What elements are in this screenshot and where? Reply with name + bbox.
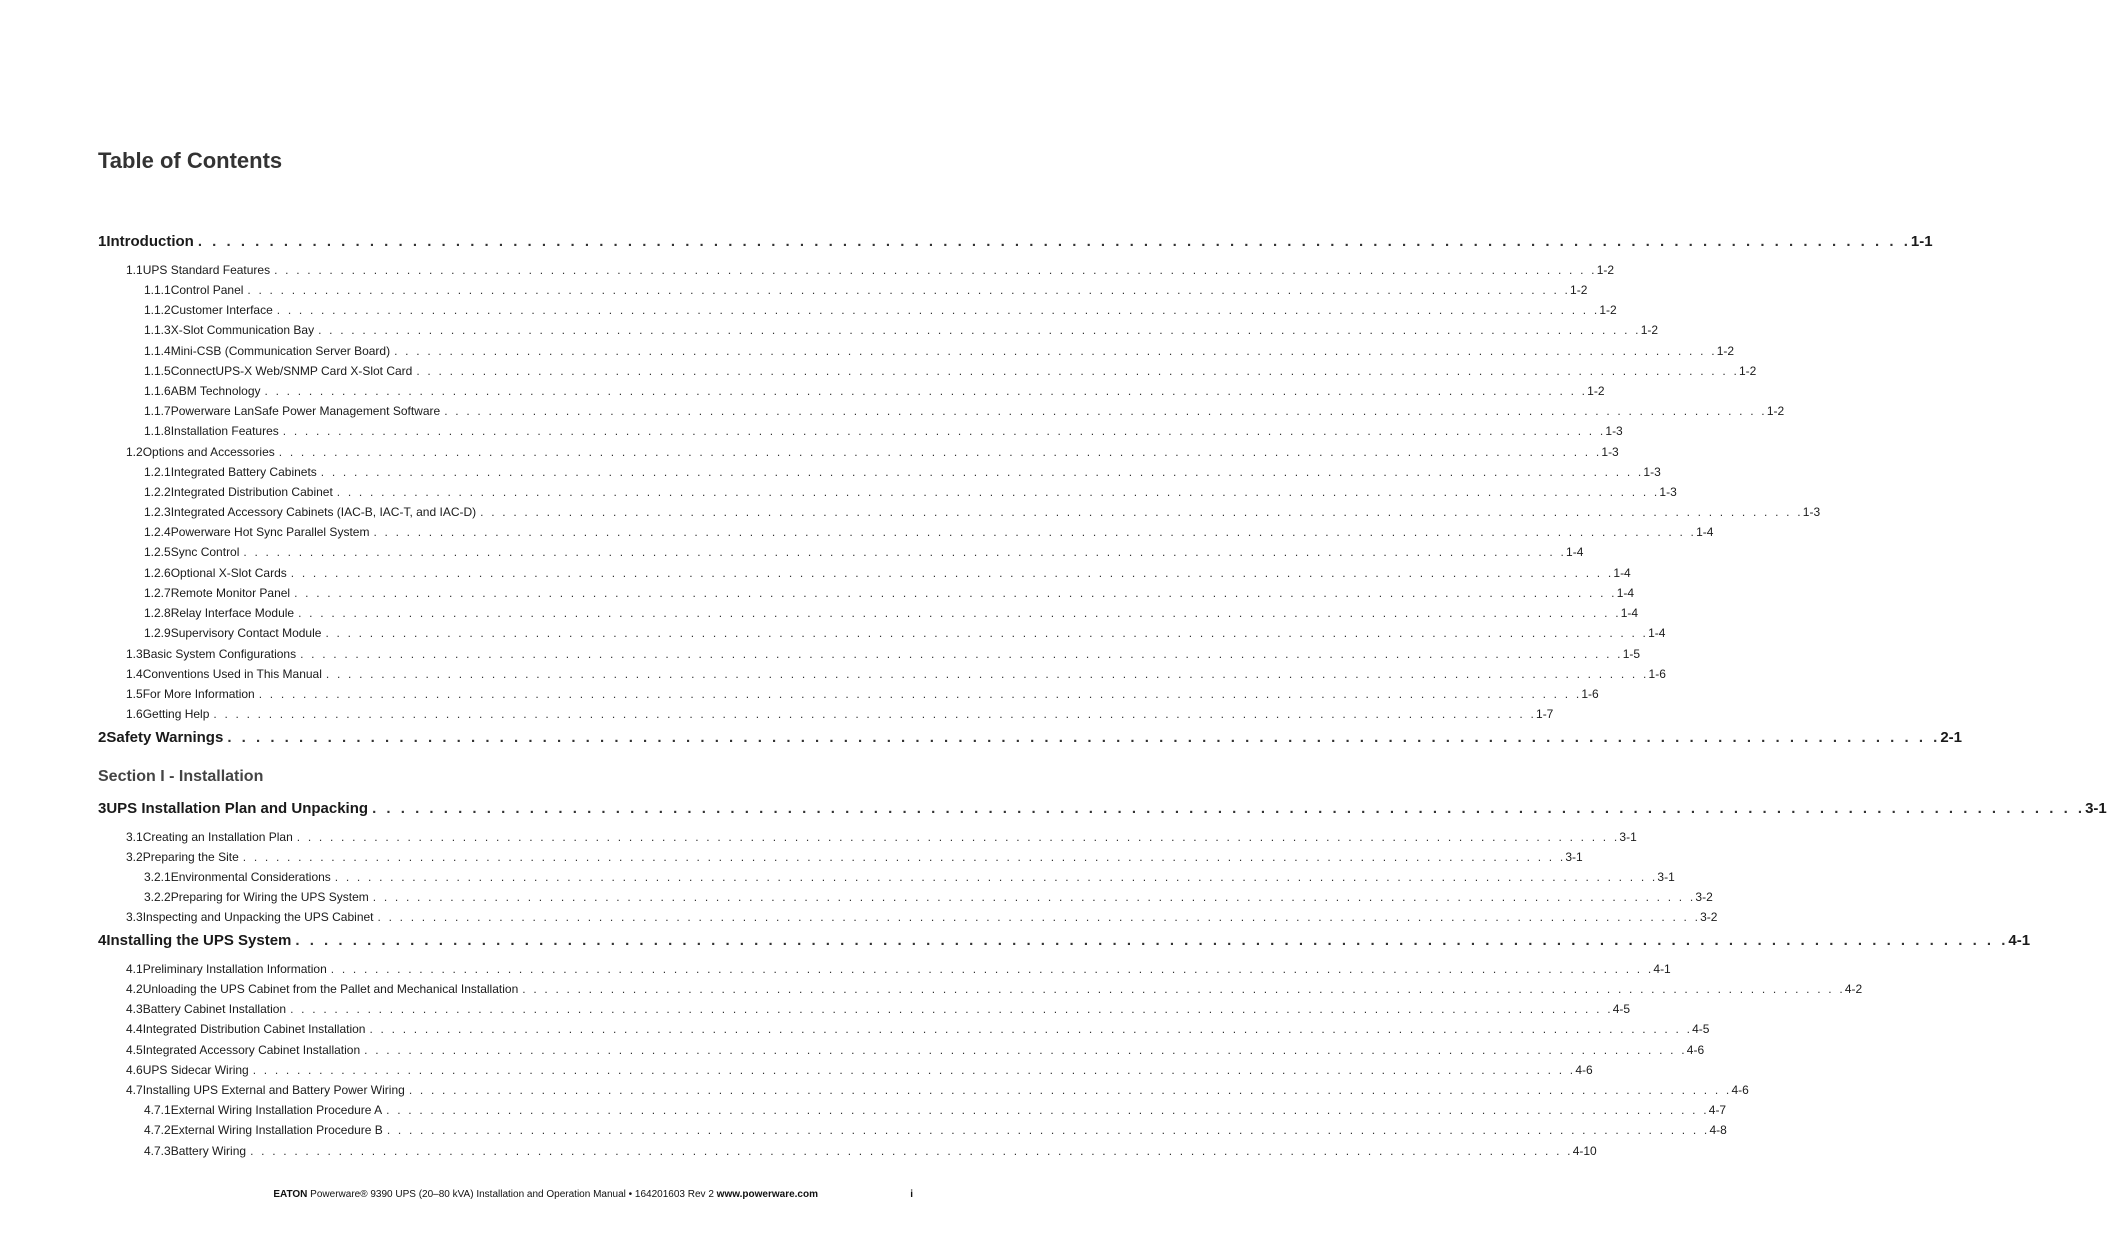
entry-number: 4.4 — [126, 1022, 143, 1036]
entry-page-number: 4-8 — [1709, 1123, 1727, 1137]
entry-page-number: 1-2 — [1766, 404, 1785, 418]
entry-number: 3.2.2 — [144, 890, 171, 904]
entry-number: 4.2 — [126, 982, 143, 996]
entry-page-number: 4-2 — [1844, 982, 1863, 996]
entry-page-number: 1-5 — [1622, 647, 1641, 661]
toc-entry[interactable] — [0, 384, 1605, 400]
entry-number: 1.1.8 — [144, 424, 171, 438]
entry-title: Safety Warnings — [106, 729, 224, 746]
entry-page-number: 3-2 — [1700, 910, 1718, 924]
dot-leader: . . . . . . . . . . . . . . . . . . . . . . . . . . . . . . . . . . . . . . . . . . . . . . . . . . . . . . . . . . . . . . . . . . . . . . . . . . . . . . . . . . . . . . . . . . . . . . . . . . . . . . . . . . . . . . . . . . . . . . . . — [300, 647, 1623, 661]
entry-number: 4.7.3 — [144, 1144, 171, 1158]
entry-number: 4.7 — [126, 1083, 143, 1097]
entry-title: ABM Technology — [170, 384, 261, 398]
dot-leader: . . . . . . . . . . . . . . . . . . . . . . . . . . . . . . . . . . . . . . . . . . . . . . . . . . . . . . . . . . . . . . . . . . . . . . . . . . . . . . . . . . . . . . . . . . . . . . . . . . . . . . . . . . . . . . . . . . . . . . . . — [373, 525, 1697, 539]
dot-leader: . . . . . . . . . . . . . . . . . . . . . . . . . . . . . . . . . . . . . . . . . . . . . . . . . . . . . . . . . . . . . . . . . . . . . . . . . . . . . . . . . . . . . . . . . . . . . . . . . . . . . . . . . . . . . . . . . . . . . . . . — [282, 424, 1606, 438]
toc-entry[interactable] — [0, 910, 1718, 926]
entry-title: Powerware Hot Sync Parallel System — [170, 525, 370, 539]
entry-title: Getting Help — [142, 707, 210, 721]
dot-leader: . . . . . . . . . . . . . . . . . . . . . . . . . . . . . . . . . . . . . . . . . . . . . . . . . . . . . . . . . . . . . . . . . . . . . . . . . . . . . . . . . . . . . . . . . . . . . . . . . . . . . . . . . . . . . . . . . . . . . . . . — [264, 384, 1588, 398]
dot-leader: . . . . . . . . . . . . . . . . . . . . . . . . . . . . . . . . . . . . . . . . . . . . . . . . . . . . . . . . . . . . . . . . . . . . . . . . . . . . . . . . . . . . . . . . . . . . . . . . . . . . . . . . . . . . . . . . . . . . . . . . — [294, 586, 1617, 600]
entry-title: Basic System Configurations — [142, 647, 297, 661]
toc-entry[interactable] — [0, 870, 1675, 886]
toc-entry[interactable] — [0, 283, 1588, 299]
entry-page-number: 1-3 — [1659, 485, 1677, 499]
entry-page-number: 1-3 — [1643, 465, 1661, 479]
toc-entry[interactable] — [0, 505, 1821, 521]
entry-page-number: 4-6 — [1731, 1083, 1749, 1097]
entry-number: 1.1 — [126, 263, 143, 277]
entry-page-number: 1-4 — [1648, 626, 1666, 640]
toc-entry[interactable] — [0, 850, 1583, 866]
entry-page-number: 1-4 — [1620, 606, 1639, 620]
entry-page-number: 3-1 — [2085, 800, 2107, 817]
entry-page-number: 1-2 — [1596, 263, 1615, 277]
entry-title: Optional X-Slot Cards — [170, 566, 287, 580]
entry-page-number: 1-7 — [1536, 707, 1554, 721]
entry-number: 4.3 — [126, 1002, 143, 1016]
dot-leader: . . . . . . . . . . . . . . . . . . . . . . . . . . . . . . . . . . . . . . . . . . . . . . . . . . . . . . . . . . . . . . . . . . . . . . . . . . . . . . . . . . . . . . . . . . . . . . . . . . . . . . . . . . . . . . . . . . . . . . . . — [197, 233, 1911, 250]
entry-page-number: 4-6 — [1686, 1043, 1705, 1057]
entry-number: 1.2.7 — [144, 586, 171, 600]
entry-page-number: 1-4 — [1566, 545, 1584, 559]
entry-number: 1.4 — [126, 667, 143, 681]
entry-page-number: 1-4 — [1613, 566, 1631, 580]
entry-page-number: 1-4 — [1696, 525, 1714, 539]
dot-leader: . . . . . . . . . . . . . . . . . . . . . . . . . . . . . . . . . . . . . . . . . . . . . . . . . . . . . . . . . . . . . . . . . . . . . . . . . . . . . . . . . . . . . . . . . . . . . . . . . . . . . . . . . . . . . . . . . . . . . . . . — [252, 1063, 1576, 1077]
page-title: Table of Contents — [98, 148, 283, 173]
toc-entry[interactable] — [0, 1022, 1710, 1038]
toc-entry[interactable] — [0, 404, 1785, 420]
entry-number: 4.6 — [126, 1063, 143, 1077]
toc-chapter-entry[interactable] — [0, 233, 1933, 253]
entry-page-number: 4-5 — [1612, 1002, 1631, 1016]
toc-entry[interactable] — [0, 1144, 1597, 1160]
dot-leader: . . . . . . . . . . . . . . . . . . . . . . . . . . . . . . . . . . . . . . . . . . . . . . . . . . . . . . . . . . . . . . . . . . . . . . . . . . . . . . . . . . . . . . . . . . . . . . . . . . . . . . . . . . . . . . . . . . . . . . . . — [213, 707, 1537, 721]
dot-leader: . . . . . . . . . . . . . . . . . . . . . . . . . . . . . . . . . . . . . . . . . . . . . . . . . . . . . . . . . . . . . . . . . . . . . . . . . . . . . . . . . . . . . . . . . . . . . . . . . . . . . . . . . . . . . . . . . . . . . . . . — [330, 962, 1654, 976]
entry-page-number: 3-1 — [1565, 850, 1583, 864]
toc-entry[interactable] — [0, 465, 1661, 481]
entry-title: Installing the UPS System — [106, 932, 292, 949]
entry-number: 3.3 — [126, 910, 143, 924]
toc-entry[interactable] — [0, 647, 1641, 663]
toc-entry[interactable] — [0, 566, 1631, 582]
dot-leader: . . . . . . . . . . . . . . . . . . . . . . . . . . . . . . . . . . . . . . . . . . . . . . . . . . . . . . . . . . . . . . . . . . . . . . . . . . . . . . . . . . . . . . . . . . . . . . . . . . . . . . . . . . . . . . . . . . . . . . . . — [243, 545, 1567, 559]
toc-entry[interactable] — [0, 687, 1599, 703]
entry-title: Inspecting and Unpacking the UPS Cabinet — [142, 910, 374, 924]
entry-page-number: 3-1 — [1657, 870, 1675, 884]
entry-title: Customer Interface — [170, 303, 273, 317]
dot-leader: . . . . . . . . . . . . . . . . . . . . . . . . . . . . . . . . . . . . . . . . . . . . . . . . . . . . . . . . . . . . . . . . . . . . . . . . . . . . . . . . . . . . . . . . . . . . . . . . . . . . . . . . . . . . . . . . . . . . . . . . — [274, 263, 1597, 277]
entry-title: Unloading the UPS Cabinet from the Pallet and Mechanical Installation — [142, 982, 519, 996]
footer-website: www.powerware.com — [716, 1189, 818, 1200]
entry-page-number: 4-10 — [1572, 1144, 1597, 1158]
dot-leader: . . . . . . . . . . . . . . . . . . . . . . . . . . . . . . . . . . . . . . . . . . . . . . . . . . . . . . . . . . . . . . . . . . . . . . . . . . . . . . . . . . . . . . . . . . . . . . . . . . . . . . . . . . . . . . . . . . . . . . . . — [325, 667, 1649, 681]
entry-page-number: 1-2 — [1716, 344, 1735, 358]
entry-title: Mini-CSB (Communication Server Board) — [170, 344, 391, 358]
toc-entry[interactable] — [0, 830, 1637, 846]
entry-page-number: 1-2 — [1738, 364, 1757, 378]
entry-page-number: 1-6 — [1581, 687, 1599, 701]
dot-leader: . . . . . . . . . . . . . . . . . . . . . . . . . . . . . . . . . . . . . . . . . . . . . . . . . . . . . . . . . . . . . . . . . . . . . . . . . . . . . . . . . . . . . . . . . . . . . . . . . . . . . . . . . . . . . . . . . . . . . . . . — [227, 729, 1941, 746]
dot-leader: . . . . . . . . . . . . . . . . . . . . . . . . . . . . . . . . . . . . . . . . . . . . . . . . . . . . . . . . . . . . . . . . . . . . . . . . . . . . . . . . . . . . . . . . . . . . . . . . . . . . . . . . . . . . . . . . . . . . . . . . — [298, 606, 1621, 620]
entry-number: 3.2.1 — [144, 870, 171, 884]
dot-leader: . . . . . . . . . . . . . . . . . . . . . . . . . . . . . . . . . . . . . . . . . . . . . . . . . . . . . . . . . . . . . . . . . . . . . . . . . . . . . . . . . . . . . . . . . . . . . . . . . . . . . . . . . . . . . . . . . . . . . . . . — [290, 566, 1614, 580]
toc-entry[interactable] — [0, 364, 1757, 380]
toc-chapter-entry[interactable] — [0, 800, 2107, 820]
entry-title: Installation Features — [170, 424, 279, 438]
entry-page-number: 1-2 — [1587, 384, 1605, 398]
entry-page-number: 1-2 — [1599, 303, 1617, 317]
entry-number: 1.1.2 — [144, 303, 171, 317]
entry-number: 1.1.4 — [144, 344, 171, 358]
dot-leader: . . . . . . . . . . . . . . . . . . . . . . . . . . . . . . . . . . . . . . . . . . . . . . . . . . . . . . . . . . . . . . . . . . . . . . . . . . . . . . . . . . . . . . . . . . . . . . . . . . . . . . . . . . . . . . . . . . . . . . . . — [296, 830, 1620, 844]
entry-number: 3.2 — [126, 850, 143, 864]
toc-entry[interactable] — [0, 667, 1666, 683]
entry-number: 1.1.5 — [144, 364, 171, 378]
toc-entry[interactable] — [0, 606, 1639, 622]
entry-number: 1.6 — [126, 707, 143, 721]
dot-leader: . . . . . . . . . . . . . . . . . . . . . . . . . . . . . . . . . . . . . . . . . . . . . . . . . . . . . . . . . . . . . . . . . . . . . . . . . . . . . . . . . . . . . . . . . . . . . . . . . . . . . . . . . . . . . . . . . . . . . . . . — [290, 1002, 1613, 1016]
dot-leader: . . . . . . . . . . . . . . . . . . . . . . . . . . . . . . . . . . . . . . . . . . . . . . . . . . . . . . . . . . . . . . . . . . . . . . . . . . . . . . . . . . . . . . . . . . . . . . . . . . . . . . . . . . . . . . . . . . . . . . . . — [372, 890, 1696, 904]
page-footer — [0, 1189, 954, 1205]
toc-entry[interactable] — [0, 1103, 1727, 1119]
entry-page-number: 1-3 — [1802, 505, 1821, 519]
dot-leader: . . . . . . . . . . . . . . . . . . . . . . . . . . . . . . . . . . . . . . . . . . . . . . . . . . . . . . . . . . . . . . . . . . . . . . . . . . . . . . . . . . . . . . . . . . . . . . . . . . . . . . . . . . . . . . . . . . . . . . . . — [250, 1144, 1573, 1158]
dot-leader: . . . . . . . . . . . . . . . . . . . . . . . . . . . . . . . . . . . . . . . . . . . . . . . . . . . . . . . . . . . . . . . . . . . . . . . . . . . . . . . . . . . . . . . . . . . . . . . . . . . . . . . . . . . . . . . . . . . . . . . . — [247, 283, 1571, 297]
entry-title: Introduction — [106, 233, 194, 250]
entry-title: Preparing for Wiring the UPS System — [170, 890, 369, 904]
entry-title: ConnectUPS-X Web/SNMP Card X-Slot Card — [170, 364, 413, 378]
toc-entry[interactable] — [0, 626, 1666, 642]
entry-title: Creating an Installation Plan — [142, 830, 293, 844]
toc-entry[interactable] — [0, 1123, 1727, 1139]
entry-number: 1.5 — [126, 687, 143, 701]
entry-number: 4.1 — [126, 962, 143, 976]
entry-number: 1 — [98, 233, 107, 250]
entry-page-number: 4-6 — [1575, 1063, 1593, 1077]
dot-leader: . . . . . . . . . . . . . . . . . . . . . . . . . . . . . . . . . . . . . . . . . . . . . . . . . . . . . . . . . . . . . . . . . . . . . . . . . . . . . . . . . . . . . . . . . . . . . . . . . . . . . . . . . . . . . . . . . . . . . . . . — [278, 445, 1602, 459]
entry-page-number: 1-3 — [1605, 424, 1623, 438]
entry-title: Sync Control — [170, 545, 240, 559]
entry-title: Powerware LanSafe Power Management Software — [170, 404, 441, 418]
dot-leader: . . . . . . . . . . . . . . . . . . . . . . . . . . . . . . . . . . . . . . . . . . . . . . . . . . . . . . . . . . . . . . . . . . . . . . . . . . . . . . . . . . . . . . . . . . . . . . . . . . . . . . . . . . . . . . . . . . . . . . . . — [408, 1083, 1732, 1097]
entry-number: 1.2.9 — [144, 626, 171, 640]
entry-number: 1.1.7 — [144, 404, 171, 418]
entry-number: 1.2 — [126, 445, 143, 459]
entry-title: Integrated Distribution Cabinet — [170, 485, 333, 499]
entry-number: 1.2.1 — [144, 465, 171, 479]
dot-leader: . . . . . . . . . . . . . . . . . . . . . . . . . . . . . . . . . . . . . . . . . . . . . . . . . . . . . . . . . . . . . . . . . . . . . . . . . . . . . . . . . . . . . . . . . . . . . . . . . . . . . . . . . . . . . . . . . . . . . . . . — [372, 800, 2086, 817]
toc-entry[interactable] — [0, 485, 1677, 501]
entry-number: 1.1.3 — [144, 323, 171, 337]
entry-number: 1.2.6 — [144, 566, 171, 580]
toc-entry[interactable] — [0, 982, 1863, 998]
entry-number: 1.2.8 — [144, 606, 171, 620]
entry-title: Battery Cabinet Installation — [142, 1002, 287, 1016]
entry-title: Battery Wiring — [170, 1144, 247, 1158]
footer-text: Powerware® 9390 UPS (20–80 kVA) Installation and Operation Manual • 164201603 Rev 2 — [307, 1189, 717, 1200]
toc-entry[interactable] — [0, 586, 1635, 602]
entry-page-number: 1-2 — [1570, 283, 1588, 297]
dot-leader: . . . . . . . . . . . . . . . . . . . . . . . . . . . . . . . . . . . . . . . . . . . . . . . . . . . . . . . . . . . . . . . . . . . . . . . . . . . . . . . . . . . . . . . . . . . . . . . . . . . . . . . . . . . . . . . . . . . . . . . . — [325, 626, 1649, 640]
entry-title: Preparing the Site — [142, 850, 239, 864]
dot-leader: . . . . . . . . . . . . . . . . . . . . . . . . . . . . . . . . . . . . . . . . . . . . . . . . . . . . . . . . . . . . . . . . . . . . . . . . . . . . . . . . . . . . . . . . . . . . . . . . . . . . . . . . . . . . . . . . . . . . . . . . — [318, 323, 1641, 337]
dot-leader: . . . . . . . . . . . . . . . . . . . . . . . . . . . . . . . . . . . . . . . . . . . . . . . . . . . . . . . . . . . . . . . . . . . . . . . . . . . . . . . . . . . . . . . . . . . . . . . . . . . . . . . . . . . . . . . . . . . . . . . . — [295, 932, 2009, 949]
entry-number: 1.2.5 — [144, 545, 171, 559]
toc-entry[interactable] — [0, 303, 1617, 319]
entry-title: Integrated Accessory Cabinet Installation — [142, 1043, 361, 1057]
entry-title: External Wiring Installation Procedure A — [170, 1103, 383, 1117]
entry-title: Integrated Battery Cabinets — [170, 465, 317, 479]
entry-title: UPS Standard Features — [142, 263, 271, 277]
entry-title: Preliminary Installation Information — [142, 962, 327, 976]
entry-page-number: 4-7 — [1708, 1103, 1727, 1117]
dot-leader: . . . . . . . . . . . . . . . . . . . . . . . . . . . . . . . . . . . . . . . . . . . . . . . . . . . . . . . . . . . . . . . . . . . . . . . . . . . . . . . . . . . . . . . . . . . . . . . . . . . . . . . . . . . . . . . . . . . . . . . . — [334, 870, 1658, 884]
dot-leader: . . . . . . . . . . . . . . . . . . . . . . . . . . . . . . . . . . . . . . . . . . . . . . . . . . . . . . . . . . . . . . . . . . . . . . . . . . . . . . . . . . . . . . . . . . . . . . . . . . . . . . . . . . . . . . . . . . . . . . . . — [444, 404, 1767, 418]
toc-entry[interactable] — [0, 525, 1714, 541]
entry-number: 1.2.3 — [144, 505, 171, 519]
entry-title: Options and Accessories — [142, 445, 275, 459]
toc-entry[interactable] — [0, 962, 1671, 978]
entry-title: Remote Monitor Panel — [170, 586, 291, 600]
entry-title: Supervisory Contact Module — [170, 626, 322, 640]
entry-title: X-Slot Communication Bay — [170, 323, 315, 337]
entry-page-number: 4-5 — [1692, 1022, 1710, 1036]
dot-leader: . . . . . . . . . . . . . . . . . . . . . . . . . . . . . . . . . . . . . . . . . . . . . . . . . . . . . . . . . . . . . . . . . . . . . . . . . . . . . . . . . . . . . . . . . . . . . . . . . . . . . . . . . . . . . . . . . . . . . . . . — [394, 344, 1717, 358]
toc-chapter-entry[interactable] — [0, 932, 2031, 952]
toc-entry[interactable] — [0, 424, 1623, 440]
entry-title: UPS Sidecar Wiring — [142, 1063, 249, 1077]
entry-number: 1.3 — [126, 647, 143, 661]
entry-number: 1.2.2 — [144, 485, 171, 499]
entry-number: 3.1 — [126, 830, 143, 844]
entry-page-number: 1-4 — [1616, 586, 1635, 600]
entry-title: Relay Interface Module — [170, 606, 295, 620]
toc-entry[interactable] — [0, 707, 1554, 723]
toc-entry[interactable] — [0, 890, 1713, 906]
dot-leader: . . . . . . . . . . . . . . . . . . . . . . . . . . . . . . . . . . . . . . . . . . . . . . . . . . . . . . . . . . . . . . . . . . . . . . . . . . . . . . . . . . . . . . . . . . . . . . . . . . . . . . . . . . . . . . . . . . . . . . . . — [522, 982, 1845, 996]
dot-leader: . . . . . . . . . . . . . . . . . . . . . . . . . . . . . . . . . . . . . . . . . . . . . . . . . . . . . . . . . . . . . . . . . . . . . . . . . . . . . . . . . . . . . . . . . . . . . . . . . . . . . . . . . . . . . . . . . . . . . . . . — [364, 1043, 1687, 1057]
entry-number: 4.7.2 — [144, 1123, 171, 1137]
toc-entry[interactable] — [0, 1043, 1705, 1059]
entry-page-number: 1-1 — [1910, 233, 1933, 250]
toc-entry[interactable] — [0, 323, 1659, 339]
entry-title: External Wiring Installation Procedure B — [170, 1123, 383, 1137]
entry-page-number: 3-2 — [1695, 890, 1713, 904]
entry-title: Integrated Distribution Cabinet Installation — [142, 1022, 366, 1036]
dot-leader: . . . . . . . . . . . . . . . . . . . . . . . . . . . . . . . . . . . . . . . . . . . . . . . . . . . . . . . . . . . . . . . . . . . . . . . . . . . . . . . . . . . . . . . . . . . . . . . . . . . . . . . . . . . . . . . . . . . . . . . . — [276, 303, 1600, 317]
footer-line — [273, 1189, 818, 1200]
entry-number: 4 — [98, 932, 107, 949]
dot-leader: . . . . . . . . . . . . . . . . . . . . . . . . . . . . . . . . . . . . . . . . . . . . . . . . . . . . . . . . . . . . . . . . . . . . . . . . . . . . . . . . . . . . . . . . . . . . . . . . . . . . . . . . . . . . . . . . . . . . . . . . — [480, 505, 1803, 519]
toc-entry[interactable] — [0, 1002, 1631, 1018]
section-heading: Section I - Installation — [98, 768, 264, 785]
entry-page-number: 4-1 — [2008, 932, 2031, 949]
entry-number: 2 — [98, 729, 107, 746]
entry-number: 4.7.1 — [144, 1103, 171, 1117]
toc-entry[interactable] — [0, 445, 1619, 461]
dot-leader: . . . . . . . . . . . . . . . . . . . . . . . . . . . . . . . . . . . . . . . . . . . . . . . . . . . . . . . . . . . . . . . . . . . . . . . . . . . . . . . . . . . . . . . . . . . . . . . . . . . . . . . . . . . . . . . . . . . . . . . . — [386, 1123, 1710, 1137]
toc-entry[interactable] — [0, 1083, 1749, 1099]
dot-leader: . . . . . . . . . . . . . . . . . . . . . . . . . . . . . . . . . . . . . . . . . . . . . . . . . . . . . . . . . . . . . . . . . . . . . . . . . . . . . . . . . . . . . . . . . . . . . . . . . . . . . . . . . . . . . . . . . . . . . . . . — [416, 364, 1739, 378]
toc-entry[interactable] — [0, 344, 1735, 360]
footer-brand: EATON — [273, 1189, 308, 1200]
entry-title: Control Panel — [170, 283, 244, 297]
dot-leader: . . . . . . . . . . . . . . . . . . . . . . . . . . . . . . . . . . . . . . . . . . . . . . . . . . . . . . . . . . . . . . . . . . . . . . . . . . . . . . . . . . . . . . . . . . . . . . . . . . . . . . . . . . . . . . . . . . . . . . . . — [386, 1103, 1709, 1117]
entry-title: Environmental Considerations — [170, 870, 331, 884]
entry-number: 1.1.1 — [144, 283, 171, 297]
dot-leader: . . . . . . . . . . . . . . . . . . . . . . . . . . . . . . . . . . . . . . . . . . . . . . . . . . . . . . . . . . . . . . . . . . . . . . . . . . . . . . . . . . . . . . . . . . . . . . . . . . . . . . . . . . . . . . . . . . . . . . . . — [369, 1022, 1693, 1036]
entry-page-number: 1-2 — [1640, 323, 1659, 337]
dot-leader: . . . . . . . . . . . . . . . . . . . . . . . . . . . . . . . . . . . . . . . . . . . . . . . . . . . . . . . . . . . . . . . . . . . . . . . . . . . . . . . . . . . . . . . . . . . . . . . . . . . . . . . . . . . . . . . . . . . . . . . . — [242, 850, 1566, 864]
entry-page-number: 1-3 — [1601, 445, 1619, 459]
dot-leader: . . . . . . . . . . . . . . . . . . . . . . . . . . . . . . . . . . . . . . . . . . . . . . . . . . . . . . . . . . . . . . . . . . . . . . . . . . . . . . . . . . . . . . . . . . . . . . . . . . . . . . . . . . . . . . . . . . . . . . . . — [377, 910, 1701, 924]
entry-number: 1.1.6 — [144, 384, 171, 398]
entry-number: 3 — [98, 800, 107, 817]
toc-entry[interactable] — [0, 545, 1584, 561]
dot-leader: . . . . . . . . . . . . . . . . . . . . . . . . . . . . . . . . . . . . . . . . . . . . . . . . . . . . . . . . . . . . . . . . . . . . . . . . . . . . . . . . . . . . . . . . . . . . . . . . . . . . . . . . . . . . . . . . . . . . . . . . — [336, 485, 1660, 499]
toc-entry[interactable] — [0, 263, 1615, 279]
toc-chapter-entry[interactable] — [0, 729, 1963, 749]
entry-page-number: 2-1 — [1940, 729, 1963, 746]
toc-entry[interactable] — [0, 1063, 1593, 1079]
entry-page-number: 3-1 — [1619, 830, 1637, 844]
entry-title: For More Information — [142, 687, 255, 701]
entry-title: UPS Installation Plan and Unpacking — [106, 800, 369, 817]
entry-title: Integrated Accessory Cabinets (IAC-B, IAC-T, and IAC-D) — [170, 505, 477, 519]
entry-page-number: 1-6 — [1648, 667, 1666, 681]
entry-number: 4.5 — [126, 1043, 143, 1057]
dot-leader: . . . . . . . . . . . . . . . . . . . . . . . . . . . . . . . . . . . . . . . . . . . . . . . . . . . . . . . . . . . . . . . . . . . . . . . . . . . . . . . . . . . . . . . . . . . . . . . . . . . . . . . . . . . . . . . . . . . . . . . . — [320, 465, 1644, 479]
page-number: i — [910, 1189, 913, 1200]
entry-title: Conventions Used in This Manual — [142, 667, 322, 681]
entry-page-number: 4-1 — [1653, 962, 1671, 976]
entry-number: 1.2.4 — [144, 525, 171, 539]
entry-title: Installing UPS External and Battery Power Wiring — [142, 1083, 405, 1097]
dot-leader: . . . . . . . . . . . . . . . . . . . . . . . . . . . . . . . . . . . . . . . . . . . . . . . . . . . . . . . . . . . . . . . . . . . . . . . . . . . . . . . . . . . . . . . . . . . . . . . . . . . . . . . . . . . . . . . . . . . . . . . . — [258, 687, 1582, 701]
